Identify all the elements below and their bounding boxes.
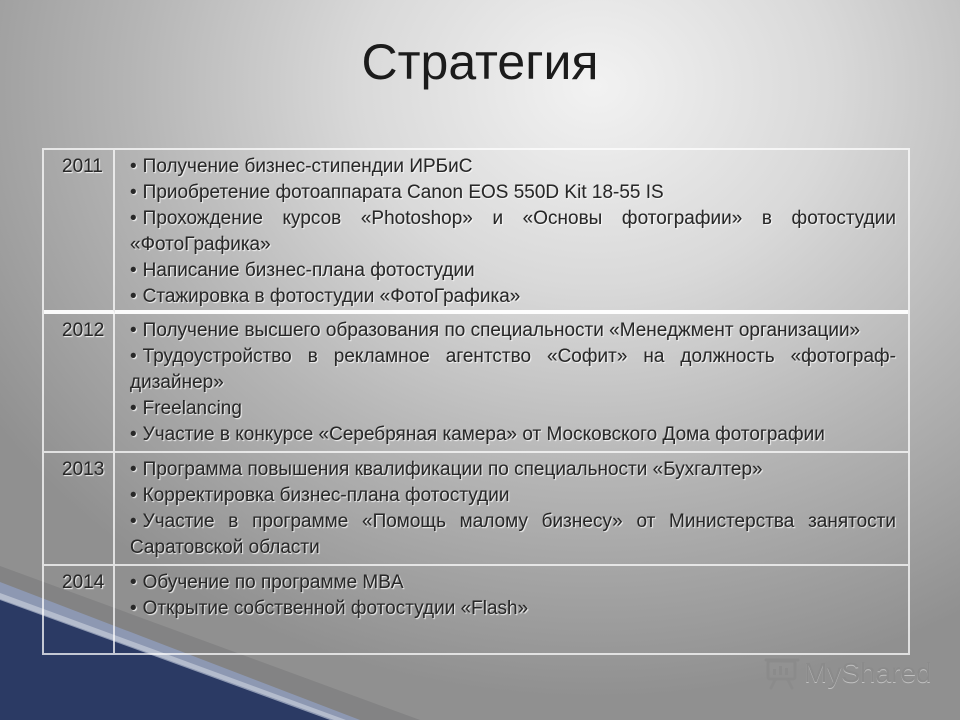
list-item <box>130 483 896 509</box>
bullet: • <box>130 346 137 367</box>
item-text: Участие в программе «Помощь малому бизнесу» от Министерства занятости Саратовской области <box>130 511 896 558</box>
list-item <box>130 570 896 596</box>
bullet: • <box>130 485 137 506</box>
bullet: • <box>130 511 137 532</box>
bullet: • <box>130 398 137 419</box>
myshared-logo <box>764 655 934 691</box>
list-item <box>130 318 896 344</box>
bullet: • <box>130 572 137 593</box>
bullet: • <box>130 260 137 281</box>
item-text: Прохождение курсов «Photoshop» и «Основы фотографии» в фотостудии «ФотоГрафика» <box>130 208 896 255</box>
item-text: Написание бизнес-плана фотостудии <box>142 260 475 281</box>
list-item <box>130 457 896 483</box>
year-label: 2012 <box>62 320 105 341</box>
item-text: Получение высшего образования по специальности «Менеджмент организации» <box>142 320 861 341</box>
list-item <box>130 396 896 422</box>
list-item <box>130 154 896 180</box>
bullet: • <box>130 320 137 341</box>
items-cell <box>115 314 908 453</box>
year-cell <box>44 314 115 453</box>
list-item <box>130 180 896 206</box>
item-text: Обучение по программе MBA <box>142 572 404 593</box>
item-text: Стажировка в фотостудии «ФотоГрафика» <box>142 286 521 307</box>
item-text: Корректировка бизнес-плана фотостудии <box>142 485 510 506</box>
items-cell <box>115 453 908 566</box>
list-item <box>130 258 896 284</box>
list-item <box>130 509 896 561</box>
item-text: Трудоустройство в рекламное агентство «Софит» на должность «фотограф-дизайнер» <box>130 346 896 393</box>
year-cell <box>44 453 115 566</box>
bullet: • <box>130 459 137 480</box>
list-item <box>130 344 896 396</box>
item-text: Freelancing <box>142 398 242 419</box>
list-item <box>130 206 896 258</box>
year-cell <box>44 566 115 653</box>
list-item <box>130 284 896 310</box>
myshared-logo-text: MyShared <box>804 657 932 688</box>
item-text: Получение бизнес-стипендии ИРБиС <box>142 156 473 177</box>
bullet: • <box>130 156 137 177</box>
item-text: Приобретение фотоаппарата Canon EOS 550D Kit 18-55 IS <box>142 182 664 203</box>
bullet: • <box>130 598 137 619</box>
bullet: • <box>130 286 137 307</box>
items-cell <box>115 150 908 314</box>
item-text: Открытие собственной фотостудии «Flash» <box>142 598 529 619</box>
presentation-board-icon <box>764 656 800 690</box>
year-label: 2014 <box>62 572 105 593</box>
item-text: Участие в конкурсе «Серебряная камера» от Московского Дома фотографии <box>142 424 825 445</box>
bullet: • <box>130 424 137 445</box>
year-label: 2013 <box>62 459 105 480</box>
year-label: 2011 <box>62 156 103 177</box>
bullet: • <box>130 208 137 229</box>
items-cell <box>115 566 908 653</box>
strategy-table <box>42 148 910 655</box>
year-cell <box>44 150 115 314</box>
list-item <box>130 422 896 448</box>
list-item <box>130 596 896 622</box>
item-text: Программа повышения квалификации по специальности «Бухгалтер» <box>142 459 763 480</box>
bullet: • <box>130 182 137 203</box>
slide-title: Стратегия <box>361 34 599 90</box>
